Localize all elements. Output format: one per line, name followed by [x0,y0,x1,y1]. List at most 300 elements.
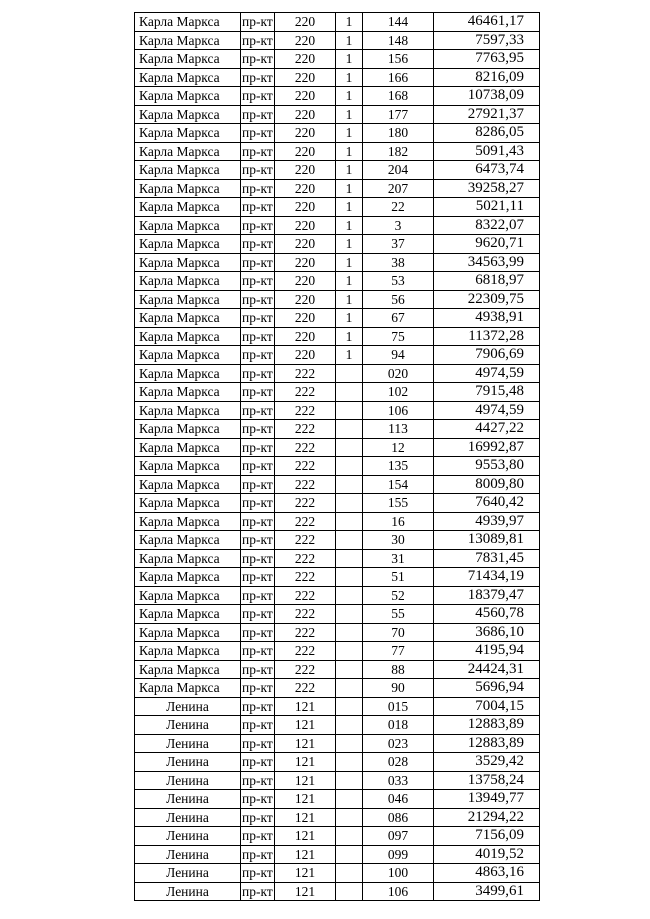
amount-cell: 4560,78 [434,605,540,624]
apartment-cell: 135 [363,457,434,476]
house-cell: 220 [275,87,336,106]
building-cell [336,660,363,679]
street-type-cell: пр-кт [242,402,273,418]
amount-cell: 3686,10 [434,623,540,642]
amount-cell: 5021,11 [434,198,540,217]
table-row [135,383,540,402]
street-cell: Карла Маркса [135,605,241,624]
amount-cell: 3499,61 [434,882,540,901]
amount-cell: 5696,94 [434,679,540,698]
building-cell [336,771,363,790]
amount-cell: 6818,97 [434,272,540,291]
amount-cell: 4974,59 [434,401,540,420]
table-row [135,290,540,309]
table-row [135,494,540,513]
street-type-cell: пр-кт [242,106,273,122]
street-cell: Карла Маркса [135,346,241,365]
building-cell [336,364,363,383]
building-cell [336,623,363,642]
table-row [135,346,540,365]
apartment-cell: 023 [363,734,434,753]
house-cell: 222 [275,401,336,420]
street-type-cell: пр-кт [242,550,273,566]
street-cell: Карла Маркса [135,161,241,180]
street-cell: Карла Маркса [135,549,241,568]
street-type-cell: пр-кт [242,384,273,400]
house-cell: 220 [275,31,336,50]
table-row [135,531,540,550]
building-cell: 1 [336,216,363,235]
apartment-cell: 70 [363,623,434,642]
apartment-cell: 22 [363,198,434,217]
street-type-cell: пр-кт [242,291,273,307]
table-row [135,198,540,217]
amount-cell: 10738,09 [434,87,540,106]
table-row [135,124,540,143]
apartment-cell: 168 [363,87,434,106]
street-cell: Карла Маркса [135,198,241,217]
apartment-cell: 30 [363,531,434,550]
apartment-cell: 144 [363,13,434,32]
street-cell: Ленина [135,734,241,753]
street-cell: Ленина [135,864,241,883]
street-type-cell: пр-кт [242,236,273,252]
amount-cell: 11372,28 [434,327,540,346]
street-type-cell: пр-кт [242,624,273,640]
apartment-cell: 67 [363,309,434,328]
apartment-cell: 94 [363,346,434,365]
amount-cell: 24424,31 [434,660,540,679]
table-row [135,734,540,753]
house-cell: 222 [275,494,336,513]
house-cell: 220 [275,105,336,124]
house-cell: 220 [275,327,336,346]
street-type-cell: пр-кт [242,754,273,770]
building-cell [336,808,363,827]
street-type-cell: пр-кт [242,791,273,807]
building-cell [336,549,363,568]
street-cell: Карла Маркса [135,531,241,550]
apartment-cell: 37 [363,235,434,254]
building-cell [336,845,363,864]
street-cell: Ленина [135,827,241,846]
house-cell: 121 [275,845,336,864]
building-cell: 1 [336,31,363,50]
apartment-cell: 53 [363,272,434,291]
apartment-cell: 75 [363,327,434,346]
house-cell: 222 [275,383,336,402]
house-cell: 121 [275,734,336,753]
house-cell: 222 [275,605,336,624]
table-row [135,216,540,235]
street-cell: Карла Маркса [135,660,241,679]
building-cell [336,438,363,457]
apartment-cell: 100 [363,864,434,883]
street-type-cell: пр-кт [242,717,273,733]
table-row [135,771,540,790]
apartment-cell: 154 [363,475,434,494]
apartment-cell: 015 [363,697,434,716]
table-row [135,605,540,624]
street-type-cell: пр-кт [242,680,273,696]
house-cell: 222 [275,660,336,679]
street-type-cell: пр-кт [242,439,273,455]
street-cell: Ленина [135,753,241,772]
building-cell: 1 [336,68,363,87]
apartment-cell: 097 [363,827,434,846]
street-cell: Карла Маркса [135,327,241,346]
street-cell: Карла Маркса [135,401,241,420]
table-row [135,623,540,642]
table-row [135,827,540,846]
building-cell: 1 [336,13,363,32]
amount-cell: 7156,09 [434,827,540,846]
street-cell: Карла Маркса [135,568,241,587]
house-cell: 220 [275,253,336,272]
street-type-cell: пр-кт [242,846,273,862]
apartment-cell: 55 [363,605,434,624]
house-cell: 121 [275,808,336,827]
house-cell: 121 [275,697,336,716]
street-type-cell: пр-кт [242,458,273,474]
street-cell: Карла Маркса [135,679,241,698]
house-cell: 220 [275,124,336,143]
apartment-cell: 155 [363,494,434,513]
house-cell: 220 [275,346,336,365]
street-cell: Карла Маркса [135,179,241,198]
street-type-cell: пр-кт [242,51,273,67]
building-cell: 1 [336,309,363,328]
amount-cell: 18379,47 [434,586,540,605]
building-cell: 1 [336,253,363,272]
apartment-cell: 52 [363,586,434,605]
street-type-cell: пр-кт [242,865,273,881]
amount-cell: 4427,22 [434,420,540,439]
street-cell: Карла Маркса [135,50,241,69]
apartment-cell: 020 [363,364,434,383]
building-cell: 1 [336,346,363,365]
street-type-cell: пр-кт [242,606,273,622]
building-cell [336,568,363,587]
house-cell: 222 [275,364,336,383]
street-cell: Карла Маркса [135,642,241,661]
amount-cell: 4974,59 [434,364,540,383]
table-row [135,253,540,272]
apartment-cell: 182 [363,142,434,161]
table-row [135,364,540,383]
table-row [135,475,540,494]
house-cell: 222 [275,586,336,605]
house-cell: 121 [275,771,336,790]
amount-cell: 16992,87 [434,438,540,457]
street-type-cell: пр-кт [242,254,273,270]
amount-cell: 12883,89 [434,734,540,753]
street-cell: Карла Маркса [135,494,241,513]
amount-cell: 7004,15 [434,697,540,716]
table-row [135,272,540,291]
building-cell [336,586,363,605]
street-cell: Карла Маркса [135,216,241,235]
street-type-cell: пр-кт [242,495,273,511]
house-cell: 222 [275,642,336,661]
street-cell: Ленина [135,882,241,901]
table-row [135,235,540,254]
apartment-cell: 102 [363,383,434,402]
street-type-cell: пр-кт [242,69,273,85]
amount-cell: 5091,43 [434,142,540,161]
house-cell: 121 [275,827,336,846]
street-cell: Карла Маркса [135,623,241,642]
building-cell [336,642,363,661]
street-type-cell: пр-кт [242,162,273,178]
table-row [135,50,540,69]
table-row [135,457,540,476]
street-type-cell: пр-кт [242,828,273,844]
table-row [135,864,540,883]
amount-cell: 34563,99 [434,253,540,272]
amount-cell: 3529,42 [434,753,540,772]
building-cell [336,420,363,439]
table-row [135,161,540,180]
house-cell: 121 [275,864,336,883]
house-cell: 222 [275,531,336,550]
apartment-cell: 204 [363,161,434,180]
street-cell: Карла Маркса [135,235,241,254]
amount-cell: 7906,69 [434,346,540,365]
house-cell: 220 [275,290,336,309]
street-cell: Карла Маркса [135,586,241,605]
amount-cell: 7831,45 [434,549,540,568]
street-type-cell: пр-кт [242,32,273,48]
building-cell: 1 [336,179,363,198]
amount-cell: 7915,48 [434,383,540,402]
street-cell: Карла Маркса [135,253,241,272]
house-cell: 220 [275,142,336,161]
street-type-cell: пр-кт [242,273,273,289]
building-cell [336,790,363,809]
apartment-cell: 148 [363,31,434,50]
building-cell [336,475,363,494]
amount-cell: 7640,42 [434,494,540,513]
street-type-cell: пр-кт [242,310,273,326]
table-row [135,327,540,346]
house-cell: 220 [275,216,336,235]
apartment-cell: 156 [363,50,434,69]
building-cell: 1 [336,87,363,106]
table-row [135,309,540,328]
amount-cell: 8009,80 [434,475,540,494]
street-type-cell: пр-кт [242,88,273,104]
amount-cell: 4863,16 [434,864,540,883]
street-type-cell: пр-кт [242,587,273,603]
street-type-cell: пр-кт [242,513,273,529]
building-cell: 1 [336,235,363,254]
amount-cell: 13089,81 [434,531,540,550]
street-type-cell: пр-кт [242,14,273,30]
table-row [135,790,540,809]
street-type-cell: пр-кт [242,328,273,344]
street-type-cell: пр-кт [242,883,273,899]
building-cell: 1 [336,327,363,346]
apartment-cell: 033 [363,771,434,790]
amount-cell: 39258,27 [434,179,540,198]
table-row [135,882,540,901]
street-cell: Ленина [135,771,241,790]
street-cell: Карла Маркса [135,364,241,383]
table-row [135,845,540,864]
street-type-cell: пр-кт [242,643,273,659]
table-row [135,31,540,50]
apartment-cell: 207 [363,179,434,198]
amount-cell: 7597,33 [434,31,540,50]
street-cell: Ленина [135,790,241,809]
table-row [135,808,540,827]
table-row [135,13,540,32]
street-cell: Карла Маркса [135,383,241,402]
table-row [135,142,540,161]
street-type-cell: пр-кт [242,217,273,233]
street-type-cell: пр-кт [242,125,273,141]
street-type-cell: пр-кт [242,661,273,677]
building-cell: 1 [336,124,363,143]
building-cell [336,605,363,624]
building-cell [336,864,363,883]
house-cell: 220 [275,235,336,254]
building-cell [336,697,363,716]
apartment-cell: 16 [363,512,434,531]
amount-cell: 46461,17 [434,13,540,32]
house-cell: 220 [275,309,336,328]
house-cell: 220 [275,272,336,291]
street-type-cell: пр-кт [242,735,273,751]
street-cell: Карла Маркса [135,124,241,143]
building-cell [336,401,363,420]
table-row [135,753,540,772]
building-cell [336,753,363,772]
building-cell [336,734,363,753]
building-cell: 1 [336,272,363,291]
house-cell: 222 [275,512,336,531]
building-cell: 1 [336,161,363,180]
house-cell: 121 [275,716,336,735]
building-cell [336,494,363,513]
amount-cell: 9553,80 [434,457,540,476]
house-cell: 220 [275,13,336,32]
table-row [135,679,540,698]
amount-cell: 22309,75 [434,290,540,309]
building-cell [336,679,363,698]
street-cell: Карла Маркса [135,420,241,439]
building-cell [336,716,363,735]
apartment-cell: 166 [363,68,434,87]
apartment-cell: 106 [363,882,434,901]
apartment-cell: 51 [363,568,434,587]
house-cell: 220 [275,161,336,180]
street-cell: Карла Маркса [135,68,241,87]
house-cell: 222 [275,623,336,642]
street-type-cell: пр-кт [242,421,273,437]
apartment-cell: 77 [363,642,434,661]
street-cell: Карла Маркса [135,87,241,106]
apartment-cell: 106 [363,401,434,420]
table-row [135,87,540,106]
building-cell [336,383,363,402]
building-cell: 1 [336,142,363,161]
table-row [135,660,540,679]
building-cell [336,531,363,550]
house-cell: 222 [275,679,336,698]
street-cell: Ленина [135,808,241,827]
amount-cell: 13758,24 [434,771,540,790]
amount-cell: 71434,19 [434,568,540,587]
table-row [135,586,540,605]
street-cell: Ленина [135,697,241,716]
house-cell: 121 [275,753,336,772]
street-type-cell: пр-кт [242,347,273,363]
table-row [135,105,540,124]
apartment-cell: 028 [363,753,434,772]
house-cell: 222 [275,420,336,439]
street-type-cell: пр-кт [242,180,273,196]
street-type-cell: пр-кт [242,809,273,825]
table-row [135,568,540,587]
street-cell: Карла Маркса [135,13,241,32]
amount-cell: 6473,74 [434,161,540,180]
apartment-cell: 046 [363,790,434,809]
street-cell: Ленина [135,845,241,864]
table-row [135,697,540,716]
table-body [135,13,540,901]
house-cell: 220 [275,179,336,198]
table-row [135,716,540,735]
amount-cell: 13949,77 [434,790,540,809]
amount-cell: 4938,91 [434,309,540,328]
house-cell: 222 [275,475,336,494]
building-cell: 1 [336,105,363,124]
building-cell: 1 [336,50,363,69]
street-cell: Карла Маркса [135,105,241,124]
amount-cell: 7763,95 [434,50,540,69]
amount-cell: 12883,89 [434,716,540,735]
house-cell: 222 [275,457,336,476]
house-cell: 121 [275,882,336,901]
table-row [135,179,540,198]
street-cell: Ленина [135,716,241,735]
amount-cell: 8286,05 [434,124,540,143]
house-cell: 222 [275,549,336,568]
amount-cell: 27921,37 [434,105,540,124]
apartment-cell: 31 [363,549,434,568]
street-cell: Карла Маркса [135,475,241,494]
house-cell: 220 [275,50,336,69]
apartment-cell: 56 [363,290,434,309]
street-type-cell: пр-кт [242,698,273,714]
house-cell: 220 [275,68,336,87]
table-row [135,438,540,457]
street-cell: Карла Маркса [135,438,241,457]
apartment-cell: 12 [363,438,434,457]
building-cell [336,512,363,531]
apartment-cell: 38 [363,253,434,272]
table-row [135,512,540,531]
apartment-cell: 113 [363,420,434,439]
building-cell [336,882,363,901]
apartment-cell: 3 [363,216,434,235]
street-type-cell: пр-кт [242,532,273,548]
amount-cell: 8322,07 [434,216,540,235]
table-row [135,401,540,420]
street-type-cell: пр-кт [242,569,273,585]
